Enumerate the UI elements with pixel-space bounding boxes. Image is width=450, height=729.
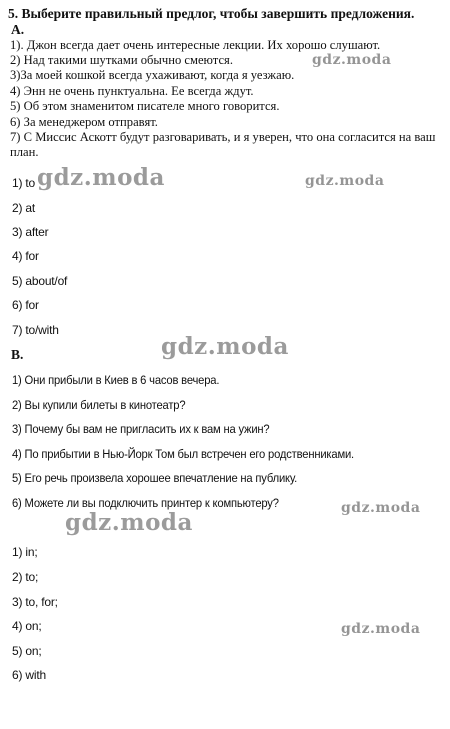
watermark-text: gdz.moda (161, 333, 289, 360)
answer-a-7: 7) to/with (12, 323, 59, 337)
answer-a-4: 4) for (12, 249, 39, 263)
watermark-text: gdz.moda (305, 173, 385, 189)
answer-b-2: 2) to; (12, 570, 39, 584)
watermark-text: gdz.moda (341, 621, 421, 637)
watermark-text: gdz.moda (312, 52, 392, 68)
sentence-a-2: 2) Над такими шутками обычно смеются. (10, 53, 233, 67)
sentence-a-7: 7) С Миссис Аскотт будут разговаривать, и я уверен, что она согласится на ваш план. (10, 130, 436, 159)
answer-a-2: 2) at (12, 201, 36, 215)
sentence-a-1: 1). Джон всегда дает очень интересные лекции. Их хорошо слушают. (10, 38, 381, 52)
sentence-a-6: 6) За менеджером отправят. (10, 115, 158, 129)
sentence-b-5: 5) Его речь произвела хорошее впечатление на публику. (12, 471, 298, 485)
answer-a-5: 5) about/of (12, 274, 68, 288)
watermark-text: gdz.moda (65, 509, 193, 536)
sentence-b-6: 6) Можете ли вы подключить принтер к компьютеру? (12, 496, 279, 510)
sentence-a-3: 3)За моей кошкой всегда ухаживают, когда я уезжаю. (10, 68, 295, 82)
watermark-text: gdz.moda (341, 500, 421, 516)
watermark-text: gdz.moda (37, 164, 165, 191)
sentence-a-4: 4) Энн не очень пунктуальна. Ее всегда ждут. (10, 84, 254, 98)
section-a-label: A. (11, 22, 25, 37)
exercise-heading: 5. Выберите правильный предлог, чтобы завершить предложения. (8, 6, 415, 21)
sentence-b-4: 4) По прибытии в Нью-Йорк Том был встречен его родственниками. (12, 447, 354, 461)
sentence-b-1: 1) Они прибыли в Киев в 6 часов вечера. (12, 373, 220, 387)
sentence-a-5: 5) Об этом знаменитом писателе много говорится. (10, 99, 280, 113)
answer-b-1: 1) in; (12, 545, 38, 559)
answer-b-6: 6) with (12, 668, 46, 682)
answer-b-3: 3) to, for; (12, 595, 58, 609)
answer-a-6: 6) for (12, 298, 39, 312)
sentence-b-3: 3) Почему бы вам не пригласить их к вам на ужин? (12, 422, 270, 436)
answer-b-5: 5) on; (12, 644, 42, 658)
section-b-label: B. (11, 347, 24, 362)
answer-b-4: 4) on; (12, 619, 42, 633)
answer-a-3: 3) after (12, 225, 49, 239)
answer-a-1: 1) to (12, 176, 36, 190)
sentence-b-2: 2) Вы купили билеты в кинотеатр? (12, 398, 186, 412)
